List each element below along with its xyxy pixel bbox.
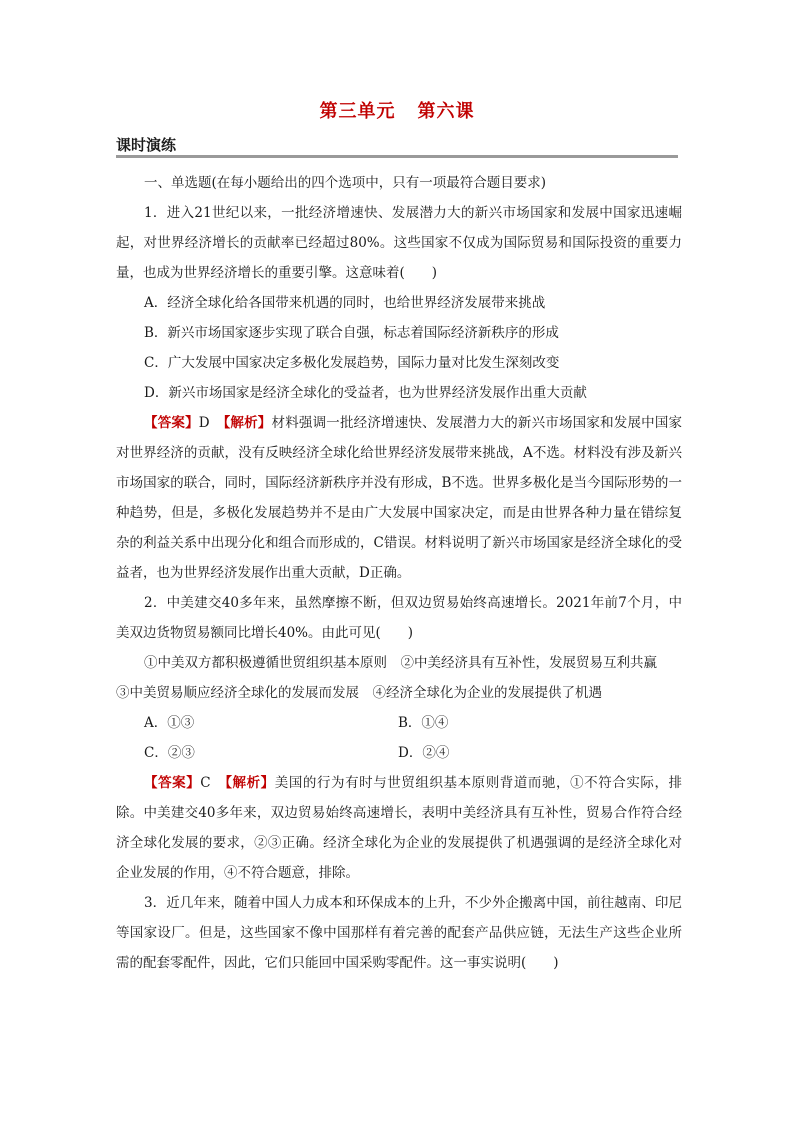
question-2-option-d: D．②④ — [398, 745, 450, 761]
question-1-stem: 1．进入21世纪以来，一批经济增速快、发展潜力大的新兴市场国家和发展中国家迅速崛起，对世界经济增长的贡献率已经超过80%。这些国家不仅成为国际贸易和国际投资的重要力量，也成为世界经济增长的重要引擎。这意味着( ) — [116, 205, 682, 281]
question-2-answer — [116, 768, 682, 888]
analysis-tag: 【解析】 — [223, 415, 272, 431]
answer-tag: 【答案】 — [144, 415, 199, 431]
answer-value: D — [198, 415, 224, 431]
instruction-text: 一、单选题(在每小题给出的四个选项中，只有一项最符合题目要求) — [144, 175, 547, 191]
question-2-statements-2: ③中美贸易顺应经济全球化的发展而发展 ④经济全球化为企业的发展提供了机遇 — [116, 685, 602, 701]
question-1-answer — [116, 408, 682, 588]
question-1-option-d: D．新兴市场国家是经济全球化的受益者，也为世界经济发展作出重大贡献 — [144, 385, 587, 401]
question-2-stem: 2．中美建交40多年来，虽然摩擦不断，但双边贸易始终高速增长。2021年前7个月，中美双边货物贸易额同比增长40%。由此可见( ) — [116, 595, 682, 641]
question-2-option-b: B．①④ — [398, 715, 449, 731]
lesson-title: 第六课 — [417, 101, 475, 122]
page-title — [0, 97, 794, 123]
analysis-text: 美国的行为有时与世贸组织基本原则背道而驰，①不符合实际，排除。中美建交40多年来，双边贸易始终高速增长，表明中美经济具有互补性，贸易合作符合经济全球化发展的要求，②③正确。经济全球化为企业的发展提供了机遇强调的是经济全球化对企业发展的作用，④不符合题意，排除。 — [116, 775, 683, 881]
question-2-statements-1: ①中美双方都积极遵循世贸组织基本原则 ②中美经济具有互补性，发展贸易互利共赢 — [144, 655, 657, 671]
question-1-option-b: B．新兴市场国家逐步实现了联合自强，标志着国际经济新秩序的形成 — [144, 325, 559, 341]
question-3-stem: 3．近几年来，随着中国人力成本和环保成本的上升，不少外企搬离中国，前往越南、印尼等国家设厂。但是，这些国家不像中国那样有着完善的配套产品供应链，无法生产这些企业所需的配套零配件，因此，它们只能回中国采购零配件。这一事实说明( ) — [116, 895, 682, 971]
section-divider — [116, 155, 678, 158]
unit-title: 第三单元 — [319, 101, 396, 122]
question-1-option-a: A．经济全球化给各国带来机遇的同时，也给世界经济发展带来挑战 — [144, 295, 546, 311]
section-heading: 课时演练 — [116, 136, 177, 154]
analysis-tag: 【解析】 — [225, 775, 275, 791]
question-2-options-row-1 — [116, 708, 682, 738]
analysis-text: 材料强调一批经济增速快、发展潜力大的新兴市场国家和发展中国家对世界经济的贡献，没有反映经济全球化给世界经济发展带来挑战，A不选。材料没有涉及新兴市场国家的联合，同时，国际经济新秩序并没有形成，B不选。世界多极化是当今国际形势的一种趋势，但是，多极化发展趋势并不是由广大发展中国家决定，而是由世界各种力量在错综复杂的利益关系中出现分化和组合而形成的，C错误。材料说明了新兴市场国家是经济全球化的受益者，也为世界经济发展作出重大贡献，D正确。 — [116, 415, 683, 581]
question-1-option-c: C．广大发展中国家决定多极化发展趋势，国际力量对比发生深刻改变 — [144, 355, 560, 371]
exercise-content — [116, 168, 682, 978]
answer-value: C — [200, 775, 226, 791]
question-2-option-c: C．②③ — [144, 745, 195, 761]
answer-tag: 【答案】 — [144, 775, 201, 791]
question-2-options-row-2 — [116, 738, 682, 768]
question-2-option-a: A．①③ — [144, 715, 195, 731]
